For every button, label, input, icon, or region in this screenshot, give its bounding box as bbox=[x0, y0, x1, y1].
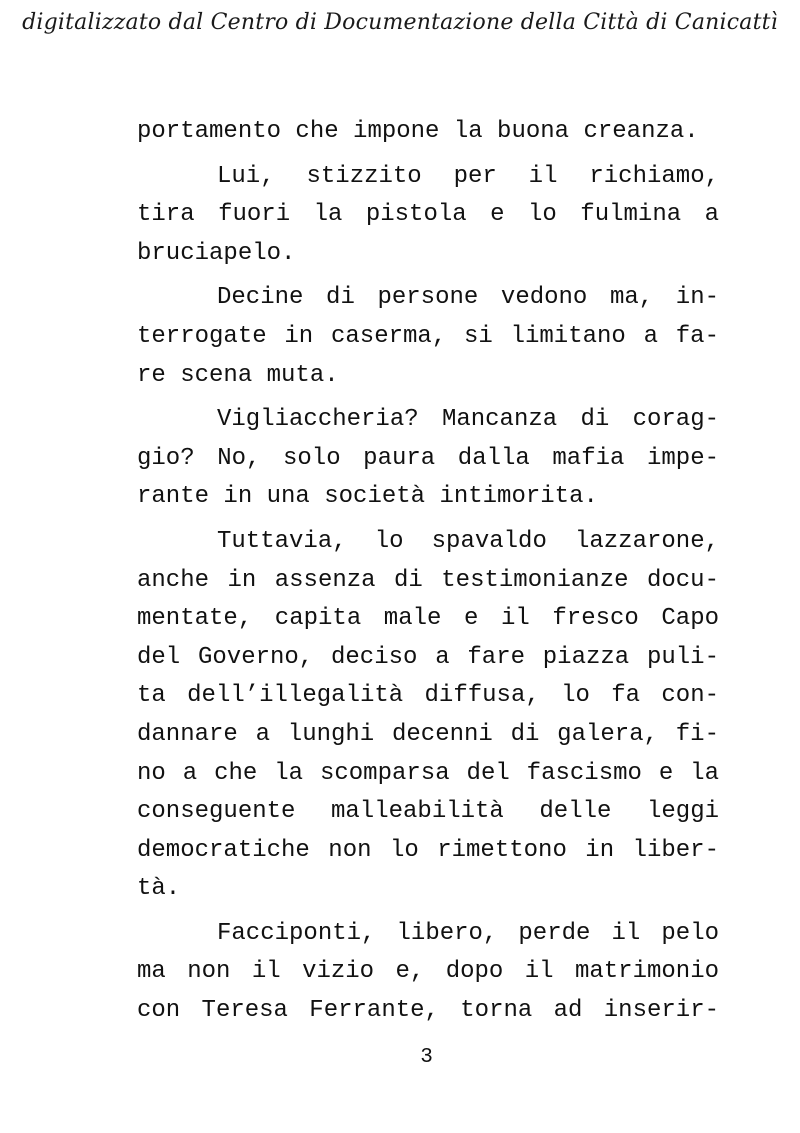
text-line: Vigliaccheria? Mancanza di corag- bbox=[217, 406, 719, 434]
text-line: Lui, stizzito per il richiamo, bbox=[217, 162, 719, 190]
text-line: mentate, capita male e il fresco Capo bbox=[137, 605, 719, 633]
text-line: portamento che impone la buona creanza. bbox=[137, 118, 699, 145]
text-line: Tuttavia, lo spavaldo lazzarone, bbox=[217, 527, 719, 555]
text-line: gio? No, solo paura dalla mafia impe- bbox=[137, 444, 719, 472]
page-number: 3 bbox=[420, 1046, 433, 1069]
digitization-watermark: digitalizzato dal Centro di Documentazione della Città di Canicattì bbox=[22, 10, 778, 35]
paragraph bbox=[137, 279, 719, 395]
paragraph bbox=[137, 915, 719, 1031]
text-line: rante in una società intimorita. bbox=[137, 483, 598, 511]
text-line: re scena muta. bbox=[137, 361, 339, 389]
paragraph bbox=[137, 113, 719, 152]
text-line: Facciponti, libero, perde il pelo bbox=[217, 919, 719, 947]
text-line: con Teresa Ferrante, torna ad inserir- bbox=[137, 997, 719, 1025]
text-line: tà. bbox=[137, 875, 181, 903]
text-line: del Governo, deciso a fare piazza puli- bbox=[137, 643, 719, 671]
document-body bbox=[137, 113, 719, 1031]
paragraph bbox=[137, 401, 719, 517]
text-line: Decine di persone vedono ma, in- bbox=[217, 284, 719, 312]
text-line: terrogate in caserma, si limitano a fa- bbox=[137, 322, 719, 350]
paragraph bbox=[137, 158, 719, 274]
paragraph bbox=[137, 523, 719, 909]
text-line: ta dell’illegalità diffusa, lo fa con- bbox=[137, 682, 719, 710]
text-line: anche in assenza di testimonianze docu- bbox=[137, 566, 719, 594]
text-line: bruciapelo. bbox=[137, 239, 296, 267]
text-line: no a che la scomparsa del fascismo e la bbox=[137, 759, 719, 787]
text-line: dannare a lunghi decenni di galera, fi- bbox=[137, 720, 719, 748]
text-line: ma non il vizio e, dopo il matrimonio bbox=[137, 958, 719, 986]
text-line: democratiche non lo rimettono in liber- bbox=[137, 836, 719, 864]
text-line: conseguente malleabilità delle leggi bbox=[137, 798, 719, 826]
text-line: tira fuori la pistola e lo fulmina a bbox=[137, 201, 719, 229]
